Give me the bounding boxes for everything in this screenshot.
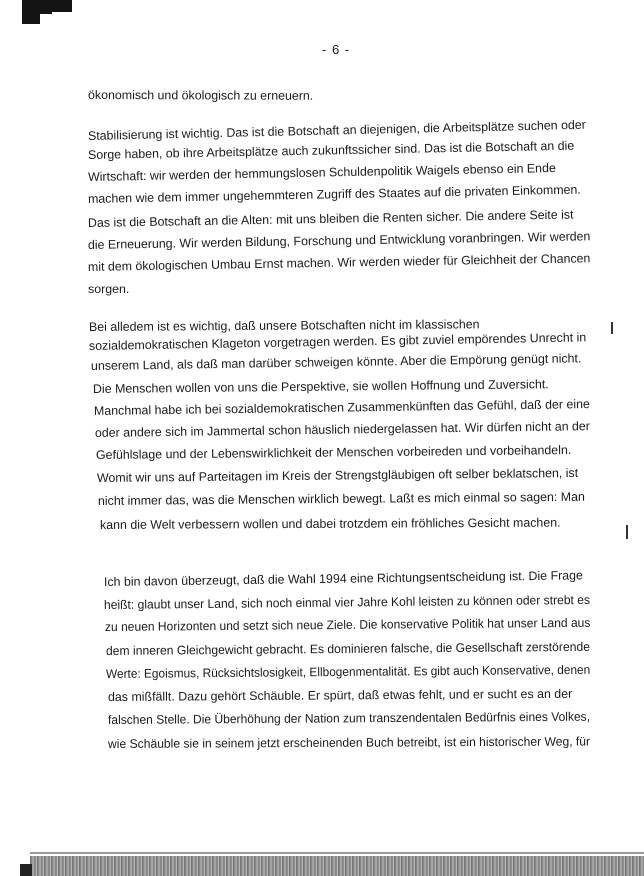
text-line: sorgen. [88,282,130,296]
text-line: oder andere sich im Jammertal schon häuslich niedergelassen hat. Wir dürfen nicht an der [94,419,590,440]
text-line: Das ist die Botschaft an die Alten: mit uns bleiben die Renten sicher. Die andere Seite ist [87,207,574,230]
text-line: Ich bin davon überzeugt, daß die Wahl 1994 eine Richtungsentscheidung ist. Die Frage [103,568,583,589]
scan-artifact-bottom-edge [30,856,644,876]
margin-mark [626,525,628,539]
text-line: die Erneuerung. Wir werden Bildung, Forschung und Entwicklung voranbringen. Wir werden [87,229,591,252]
text-line: Werte: Egoismus, Rücksichtslosigkeit, Ellbogenmentalität. Es gibt auch Konservative, denen [105,662,591,681]
scan-artifact-bottom-line [30,852,644,854]
text-line: sozialdemokratischen Klageton vorgetragen werden. Es gibt zuviel empörendes Unrecht in [88,330,587,353]
text-line: mit dem ökologischen Umbau Ernst machen. Wir werden wieder für Gleichheit der Chancen [87,251,591,274]
text-line: dem inneren Gleichgewicht gebracht. Es dominieren falsche, die Gesellschaft zerstörende [105,639,590,658]
text-line: unserem Land, als daß man darüber schweigen könnte. Aber die Empörung genügt nicht. [90,351,582,373]
text-line: machen wie dem immer ungehemmteren Zugriff des Staates auf die privaten Einkommen. [87,182,581,206]
margin-mark [611,322,613,334]
text-line: Stabilisierung ist wichtig. Das ist die Botschaft an diejenigen, die Arbeitsplätze suchen oder [87,117,587,143]
text-line: falschen Stelle. Die Überhöhung der Nation zum transzendentalen Bedürfnis eines Volkes, [107,709,591,727]
text-line: Gefühlslage und der Lebenswirklichkeit der Menschen vorbeireden und vorbeihandeln. [95,443,572,462]
text-line: wie Schäuble sie in seinem jetzt erscheinenden Buch betreibt, ist ein historischer Weg, für [107,734,591,751]
scan-artifact-bottom-corner [20,864,32,876]
text-line: nicht immer das, was die Menschen wirklich bewegt. Laßt es mich einmal so sagen: Man [97,489,585,508]
text-line: Bei alledem ist es wichtig, daß unsere Botschaften nicht im klassischen [88,317,480,334]
text-line: das mißfällt. Dazu gehört Schäuble. Er spürt, daß etwas fehlt, und er sucht es an der [107,686,573,704]
text-line: kann die Welt verbessern wollen und dabei trotzdem ein fröhliches Gesicht machen. [99,515,561,532]
text-line: zu neuen Horizonten und setzt sich neue Ziele. Die konservative Politik hat unser Land aus [104,615,591,634]
text-line: Manchmal habe ich bei sozialdemokratischen Zusammenkünften das Gefühl, daß der eine [93,397,590,418]
page-number: - 6 - [322,42,351,57]
scan-artifact-notch [40,14,52,24]
text-line: Die Menschen wollen von uns die Perspektive, sie wollen Hoffnung und Zuversicht. [92,377,549,396]
text-line: Sorge haben, ob ihre Arbeitsplätze auch zukunftssicher sind. Das ist die Botschaft an die [87,138,575,162]
text-line: ökonomisch und ökologisch zu erneuern. [87,88,314,103]
text-line: Womit wir uns auf Parteitagen im Kreis der Strengstgläubigen oft selber beklatschen, ist [96,465,579,485]
text-line: Wirtschaft: wir werden der hemmungslosen Schuldenpolitik Waigels ebenso ein Ende [87,161,556,184]
text-line: heißt: glaubt unser Land, sich noch einmal vier Jahre Kohl leisten zu können oder strebt es [103,592,591,612]
scan-artifact-tab [50,0,72,12]
